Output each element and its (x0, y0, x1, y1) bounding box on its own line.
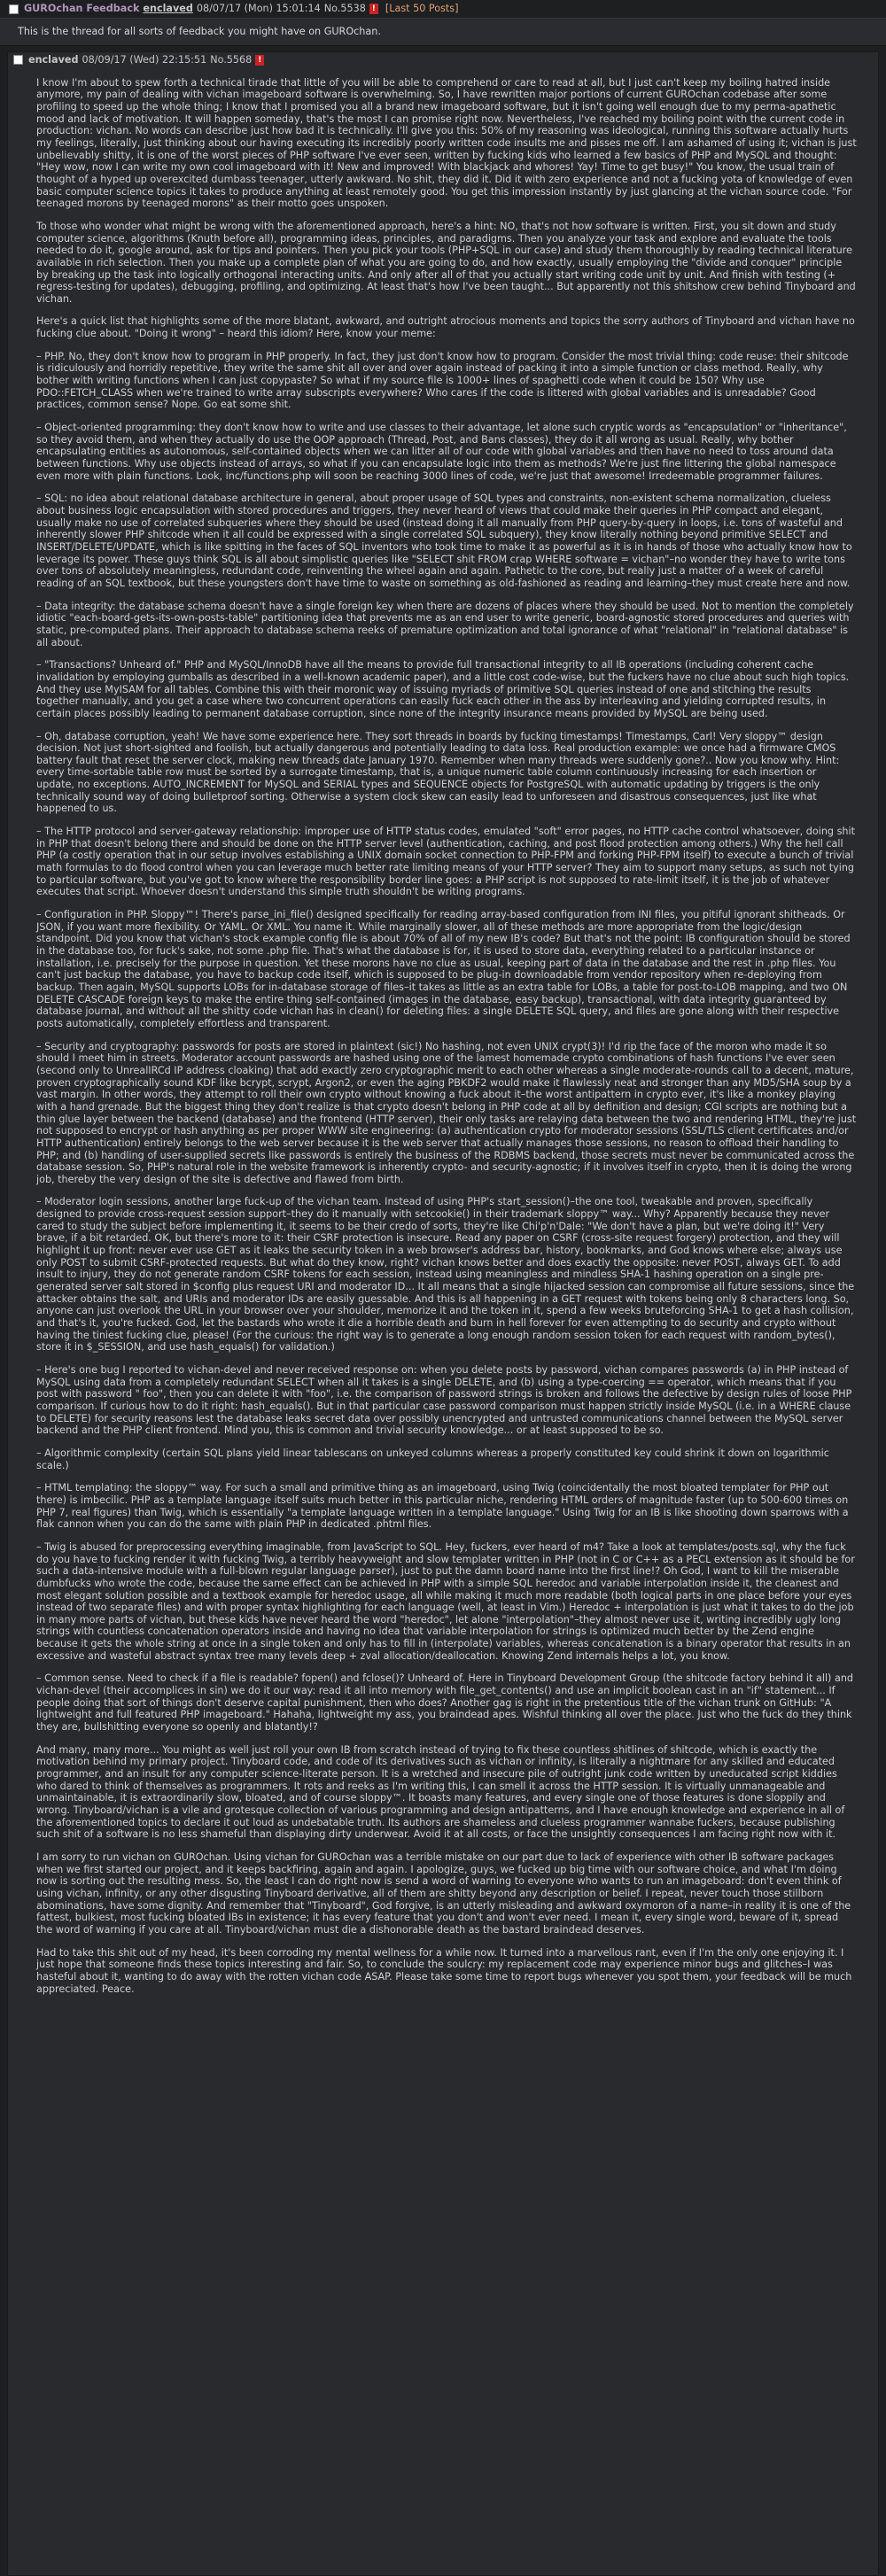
reply-header (8, 52, 878, 68)
reply-body (8, 68, 878, 1996)
paragraph: To those who wonder what might be wrong with the aforementioned approach, here's a hint: NO, that's not how software is written. First, you sit down and study computer science, algorithms (Knuth before all), programming ideas, principles, and paradigms. Then you analyze your task and explore and evaluate the tools needed to do it, google around, ask for tips and pointers. Then you pick your tools (PHP+SQL in our case) and study them thoroughly by reading technical literature available in rich selection. Then you make up a complete plan of what you are going to do, and how exactly, usually employing the "divide and conquer" principle by breaking up the task into logically orthogonal interacting units. And only after all of that you actually start writing code unit by unit. And finish with testing (+ regress-testing for updates), debugging, profiling, and optimizing. At least that's how I've been taught... But apparently not this shitshow crew behind Tinyboard and vichan. (36, 220, 856, 305)
op-header (0, 0, 886, 18)
op-checkbox[interactable] (9, 4, 19, 14)
paragraph: – "Transactions? Unheard of." PHP and MySQL/InnoDB have all the means to provide full transactional integrity to all IB operations (including coherent cache invalidation by employing gumballs as described in a well-known academic paper), and a little cost code-wise, but the fuckers have no clue about such high topics. And they use MyISAM for all tables. Combine this with their moronic way of issuing myriads of primitive SQL queries instead of one and stitching the results together manually, and you get a case where two concurrent operations can easily fuck each other in the ass by interleaving and yielding corrupted results, in certain places possibly leading to permanent database corruption, since none of the integrity insurance means provided by MySQL are being used. (36, 659, 850, 719)
flag-icon: ! (255, 55, 264, 66)
reply-checkbox[interactable] (13, 55, 23, 65)
paragraph: – Here's one bug I reported to vichan-devel and never received response on: when you delete posts by password, vichan compares passwords (a) in PHP instead of MySQL using data from a completely redundant SELECT when all it takes is a single DELETE, and (b) using a type-coercing == operator, which means that if you post with password " foo", then you can delete it with "foo", i.e. the comparison of password strings is broken and follows the defective by design rules of loose PHP comparison. If curious how to do it right: hash_equals(). But in that particular case password comparison must happen strictly inside MySQL (i.e. in a WHERE clause to DELETE) for security reasons lest the database leaks secret data over possibly unencrypted and untrusted communications channel between the MySQL server backend and the PHP client frontend. Mind you, this is common and trivial security knowledge... or at least supposed to be so. (36, 1364, 852, 1437)
paragraph: – Twig is abused for preprocessing everything imaginable, from JavaScript to SQL. Hey, fuckers, ever heard of m4? Take a look at templates/posts.sql, why the fuck do you have to fucking render it with fucking Twig, a terribly heavyweight and slow templater written in PHP (not in C or C++ as a PECL extension as it should be for such a data-intensive module with a full-blown regular language parser), just to put the damn board name into the first line!? Oh God, I want to kill the miserable dumbfucks who wrote the code, because the same effect can be achieved in PHP with a simple SQL heredoc and variable interpolation inside it, the cleanest and most elegant solution possible and a textbook example for heredoc usage, all while making it much more readable (both logical parts in one place before your eyes instead of two separate files) and with proper syntax highlighting for each language (well, at least in Vim.) Heredoc + interpolation is just what it takes to do the job in many more parts of vichan, but these kids have never heard the word "heredoc", let alone "interpolation"–they almost never use it, writing incredibly ugly long strings with countless concatenation operators inside and having no idea that variable interpolation for strings is optimized much better by the Zend engine because it gets the whole string at once in a single token and only has to fill in (interpolate) variables, whereas concatenation is a binary operator that results in an excessive and wasteful abstract syntax tree many levels deep + zval allocation/deallocation. Knowing Zend internals helps a lot, you know. (36, 1540, 855, 1662)
op-post-number[interactable] (324, 3, 366, 15)
paragraph: – Data integrity: the database schema doesn't have a single foreign key when there are dozens of places where they should be used. Not to mention the completely idiotic "each-board-gets-its-own-posts-table" partitioning idea that prevents me as an end user to write generic, board-agnostic stored procedures and queries with static, pre-computed plans. Their approach to database schema reeks of premature optimization and total ignorance of what "relational" in "relational database" is all about. (36, 600, 854, 648)
paragraph: – SQL: no idea about relational database architecture in general, about proper usage of SQL types and constraints, non-existent schema normalization, clueless about business logic encapsulation with stored procedures and triggers, they never heard of views that could make their queries in PHP compact and elegant, usually make no use of correlated subqueries where they should be used (instead doing it all manually from PHP query-by-query in loops, i.e. tons of wasteful and inherently slower PHP shitcode when it all could be expressed with a single correlated SQL subquery), they know literally nothing beyond primitive SELECT and INSERT/DELETE/UPDATE, which is like spitting in the faces of SQL inventors who took time to make it as powerful as it is in hands of those who actually know how to leverage its power. These guys think SQL is all about simplistic queries like "SELECT shit FROM crap WHERE software = vichan"–no wonder they have to write tons over tons of absolutely meaningless, redundant code, reinventing the wheel again and again. Pathetic to the core, but really just a matter of a week of careful reading of an SQL textbook, but these youngsters don't have time to waste on something as old-fashioned as reading and learning–they must create here and now. (36, 493, 852, 589)
closing-paragraph: Had to take this shit out of my head, it's been corroding my mental wellness for a while now. It turned into a marvellous rant, even if I'm the only one enjoying it. I just hope that someone finds these topics interesting and fair. So, to conclude the soulcry: my replacement code may experience minor bugs and glitches–I was hasteful about it, wanting to do away with the rotten vichan code ASAP. Please take some time to report bugs whenever you spot them, your feedback will be much appreciated. Peace. (36, 1946, 852, 1995)
paragraph: – The HTTP protocol and server-gateway relationship: improper use of HTTP status codes, emulated "soft" error pages, no HTTP cache control whatsoever, doing shit in PHP that doesn't belong there and should be done on the HTTP server level (authentication, caching, and post flood protection among others.) Why the hell call PHP (a costly operation that in our setup involves establishing a UNIX domain socket connection to PHP-FPM and forking PHP-FPM itself) to execute a bunch of trivial math formulas to do flood control when you can leverage much better rate limiting means of your HTTP server? They aim to support many setups, as such not tying to particular software, but you've got to know where the responsibility border line goes: a PHP script is not supposed to rate-limit itself, it is the job of whatever executes that script. Whoever doesn't understand this simple truth shouldn't be writing programs. (36, 826, 856, 898)
paragraph: – Moderator login sessions, another large fuck-up of the vichan team. Instead of using PHP's start_session()–the one tool, tweakable and proven, specifically designed to provide cross-request session support–they do it manually with setcookie() in their trademark sloppy™ way... Why? Apparently because they never cared to study the subject before implementing it, it seems to be their credo of sorts, they're like Chi'p'n'Dale: "We don't have a plan, but we're doing it!" Very brave, if a bit retarded. OK, but there's more to it: their CSRF protection is insecure. Read any paper on CSRF (cross-site request forgery) protection, and they will highlight it up front: never ever use GET as it leaks the security token in a web browser's address bar, history, bookmarks, and God knows where else; always use only POST to submit CSRF-protected requests. But what do they know, right? vichan knows better and does exactly the opposite: never POST, always GET. To add insult to injury, they do not generate random CSRF tokens for each session, instead using meaningless and mindless SHA-1 hashing operation on a single pre-generated server salt stored in $config plus request URI and moderator ID... It all means that a single hijacked session can compromise all future sessions, since the attacker obtains the salt, and URIs and moderator IDs are easily guessable. And this is all happening in a GET request with tokens being only 8 characters long. So, anyone can just overlook the URL in your browser over your shoulder, memorize it and the token in it, spend a few weeks bruteforcing SHA-1 to get a hash collision, and that's it, you're fucked. God, let the bastards who wrote it die a horrible death and burn in hell forever for even attempting to do security and crypto without having the tiniest fucking clue, please! (For the curious: the right way is to generate a long enough random session token for each request with random_bytes(), store it in $_SESSION, and use hash_equals() for validation.) (36, 1196, 855, 1354)
op-no-value[interactable]: 5538 (340, 3, 366, 15)
paragraph: – Configuration in PHP. Sloppy™! There's parse_ini_file() designed specifically for reading array-based configuration from INI files, you pitiful ignorant shitheads. Or JSON, if you want more flexibility. Or YAML. Or XML. You name it. While marginally slower, all of these methods are more appropriate from the logic/design standpoint. Did you know that vichan's stock example config file is about 70% of all of my new IB's code? But that's not the point: IB configuration should be stored in the database too, for fuck's sake, not some .php file. That's what the database is for, it is used to store data, everything related to a particular instance or installation, i.e. precisely for the purpose in question. Yet these morons have no clue as usual, keeping part of data in the database and the rest in .php files. You can't just backup the database, you have to backup code itself, which is supposed to be plug-in downloadable from vendor repository when re-deploying from backup. Then again, MySQL supports LOBs for in-database storage of files–it takes as little as an extra table for LOBs, a table for post-to-LOB mapping, and two ON DELETE CASCADE foreign keys to make the entire thing self-contained (images in the database, easy backup), transactional, with data integrity guaranteed by database journal, and without all the shitty code vichan has in clean() for deleting files: a single DELETE SQL query, and files are gone along with their respective posts automatically, completely effortless and transparent. (36, 909, 851, 1029)
last-posts-link[interactable]: [Last 50 Posts] (385, 3, 459, 15)
paragraph: – Common sense. Need to check if a file is readable? fopen() and fclose()? Unheard of. Here in Tinyboard Development Group (the shitcode factory behind it all) and vichan-devel (their accomplices in sin) we do it our way: read it all into memory with file_get_contents() and use an implicit boolean cast in an "if" statement... If people doing that sort of things don't deserve capital punishment, then who does? Another gag is right in the pretentious title of the vichan trunk on GitHub: "A lightweight and full featured PHP imageboard." Hahaha, lightweight my ass, you braindead apes. Wishful thinking all over the place. Just who the fuck do they think they are, bullshitting everyone so openly and blatantly!? (36, 1672, 854, 1734)
op-subject: GUROchan Feedback (24, 3, 140, 15)
paragraph: – PHP. No, they don't know how to program in PHP properly. In fact, they just don't know how to program. Consider the most trivial thing: code reuse: their shitcode is ridiculously and horridly repetitive, they write the same shit all over and over again instead of packing it into a simple function or class method. Really, why bother with writing functions when I can just copypaste? So what if my source file is 1000+ lines of spaghetti code when it could be 150? Why use PDO::FETCH_CLASS when we're trained to write array subscripts everywhere? Who cares if the code is littered with global variables and is unreadable? Good practices, common sense? Nope. Go eat some shit. (36, 350, 849, 411)
paragraph: I know I'm about to spew forth a technical tirade that little of you will be able to comprehend or care to read at all, but I just can't keep my boiling hatred inside anymore, my pain of dealing with vichan imageboard software is overwhelming. So, I have rewritten major portions of current GUROchan codebase after some profiling to speed up the whole thing; I know that I promised you all a brand new imageboard software, but it isn't going well enough due to my perma-apathetic mood and lack of motivation. It will happen someday, that's the most I can promise right now. Nevertheless, I've reached my boiling point with the current code in production: vichan. No words can describe just how bad it is technically. I'll give you this: 50% of my reasoning was ideological, running this software actually hurts my feelings, literally, just thinking about our having executing its incredibly poorly written code insults me and pisses me off. I am ashamed of using it; vichan is just unbelievably shitty, it is one of the worst pieces of PHP software I've ever seen, written by fucking kids who learned a few basics of PHP and MySQL and thought: "Hey wow, now I can write my own cool imageboard with it! New and improved! With blackjack and whores! Yay! Time to get busy!" You know, the usual train of thought of a hyped up overexcited dumbass teenager, utterly awkward. No shit, they did it. Did it with zero experience and not a fucking yota of knowledge of even basic computer science topics it takes to produce anything at least remotely good. You get this impression instantly by just glancing at the vichan source code. "For teenaged morons by teenaged morons" as their motto goes unspoken. (36, 76, 857, 210)
paragraph: – Object-oriented programming: they don't know how to write and use classes to their advantage, let alone such cryptic words as "encapsulation" or "inheritance", so they avoid them, and when they actually do use the OOP approach (Thread, Post, and Bans classes), they do it all wrong as usual. Really, why bother encapsulating entities as autonomous, self-contained objects when we can litter all of our code with global variables and then have no need to toss around data between functions. Why use objects instead of arrays, so what if you can encapsulate logic into them as methods? We're just fine littering the global namespace even more with plain functions. Look, inc/functions.php will soon be reaching 3000 lines of code, we're just that awesome! Irredeemable programmer failures. (36, 422, 847, 482)
op-no-label[interactable]: No. (323, 3, 341, 15)
reply-poster-name[interactable]: enclaved (28, 53, 79, 66)
paragraph: I am sorry to run vichan on GUROchan. Using vichan for GUROchan was a terrible mistake on our part due to lack of experience with other IB software packages when we first started our project, and it keeps backfiring, again and again. I apologize, guys, we fucked up big time with our software choice, and what I'm doing now is sorting out the resulting mess. So, the least I can do right now is send a word of warning to everyone who wants to run an imageboard: don't even think of using vichan, infinity, or any other disgusting Tinyboard derivative, all of them are shitty beyond any description or belief. I repeat, never touch those stillborn abominations, have some dignity. And remember that "Tinyboard", God forgive, is an utterly misleading and awkward oxymoron of a name–in reality it is one of the fattest, bulkiest, most fucking bloated IBs in existence; it has every feature that you don't and won't ever need. I mean it, every single word, beware of it, spread the word of warning if you care at all. Tinyboard/vichan must die a dishonorable death as the bastard braindead deserves. (36, 1851, 851, 1936)
paragraph: And many, many more... You might as well just roll your own IB from scratch instead of trying to fix these countless shitlines of shitcode, which is exactly the motivation behind my primary project. Tinyboard code, and code of its derivatives such as vichan or infinity, is literally a nightmare for any skilled and educated programmer, and an insult for any computer science-literate person. It is a wretched and insecure pile of outright junk code written by uneducated script kiddies who dared to think of themselves as programmers. It rots and reeks as I'm writing this, I can smell it across the HTTP session. It is virtually unmanageable and unmaintainable, it is extraordinarily slow, bloated, and of course sloppy™. It boasts many features, and every single one of those features is done sloppily and wrong. Tinyboard/vichan is a vile and grotesque collection of various programming and design antipatterns, and I have enough knowledge and experience in all of the aforementioned topics to declare it out loud as undebatable truth. Its authors are shameless and clueless programmer wannabe fuckers, because publishing such shit of a software is no less shameful than displaying dirty underwear. Avoid it at all costs, or face the unsightly consequences I am facing right now with it. (36, 1743, 845, 1841)
flag-icon: ! (369, 4, 378, 14)
reply-no-value[interactable]: 5568 (226, 53, 253, 66)
paragraph: – HTML templating: the sloppy™ way. For such a small and primitive thing as an imageboard, using Twig (coincidentally the most bloated templater for PHP out there) is imbecilic. PHP as a template language itself suits much better in this particular niche, rendering HTML orders of magnitude faster (up to 500-600 times on PHP 7, real figures) than Twig, which is essentially "a template language written in a template language." Using Twig for an IB is like shooting down sparrows with a flak cannon when you can do the same with plain PHP in dedicated .phtml files. (36, 1482, 849, 1531)
reply-no-label[interactable]: No. (210, 53, 227, 66)
paragraph: – Algorithmic complexity (certain SQL plans yield linear tablescans on unkeyed columns whereas a properly constituted key could shrink it down on logarithmic scale.) (36, 1447, 829, 1471)
op-body: This is the thread for all sorts of feedback you might have on GUROchan. (0, 18, 886, 46)
reply-post-number[interactable] (210, 54, 252, 66)
reply-post (7, 51, 879, 2576)
op-poster-name[interactable]: enclaved (143, 3, 193, 15)
paragraph: Here's a quick list that highlights some of the more blatant, awkward, and outright atrocious moments and topics the sorry authors of Tinyboard and vichan have no fucking clue about. "Doing it wrong" – heard this idiom? Here, know your meme: (36, 315, 855, 340)
reply-datetime: 08/09/17 (Wed) 22:15:51 (82, 53, 207, 66)
paragraph: – Oh, database corruption, yeah! We have some experience here. They sort threads in boards by fucking timestamps! Timestamps, Carl! Very sloppy™ design decision. Not just short-sighted and foolish, but actually dangerous and potentially leading to data loss. Real production example: we once had a firmware CMOS battery fault that reset the server clock, making new threads date January 1970. Remember when many threads were suddenly gone?.. Now you know why. Hint: every time-sortable table row must be sorted by a surrogate timestamp, that is, a unique numeric table column continuously increasing for each insertion or update, no exceptions. AUTO_INCREMENT for MySQL and SERIAL types and SEQUENCE objects for PostgreSQL with automatic updating by triggers is the only technically sound way of doing bulletproof sorting. Otherwise a system clock skew can easily lead to unforeseen and disastrous consequences, just like what happened to us. (36, 730, 840, 815)
op-datetime: 08/07/17 (Mon) 15:01:14 (196, 3, 321, 15)
paragraph: – Security and cryptography: passwords for posts are stored in plaintext (sic!) No hashing, not even UNIX crypt(3)! I'd rip the face of the moron who made it so should I meet him in streets. Moderator account passwords are hashed using one of the lamest homemade crypto combinations of hash functions I've ever seen (second only to UnrealIRCd IP address cloaking) that add exactly zero cryptographic merit to each other whereas a single moderate-rounds call to a decent, mature, proven cryptographically sound KDF like bcrypt, scrypt, Argon2, or even the aging PBKDF2 would make it flawlessly neat and stronger than any MD5/SHA soup by a vast margin. In other words, they attempt to roll their own crypto without knowing a fuck about it–the worst antipattern in crypto ever, it's like a monkey playing with a hand grenade. But the biggest thing they don't realize is that crypto doesn't belong in PHP code at all by definition and design; CGI scripts are nothing but a thin glue layer between the backend (database) and the frontend (HTTP server), their only tasks are relaying data between the two and rendering HTML, they're just not supposed to encrypt or hash anything as per proper WWW site engineering: (a) authentication crypto for moderator sessions (SSL/TLS client certificates and/or HTTP authentication) entirely belongs to the web server because it is the web server that actually manages those sessions, no reason to offload their handling to PHP; and (b) handling of user-supplied secrets like passwords is entirely the business of the RDBMS backend, those secrets must never be communicated across the database session. So, PHP's natural role in the website framework is inherently crypto- and security-agnostic; if it involves itself in crypto, then it is doing the wrong job, thereby the very design of the site is defective and flawed from birth. (36, 1040, 857, 1185)
